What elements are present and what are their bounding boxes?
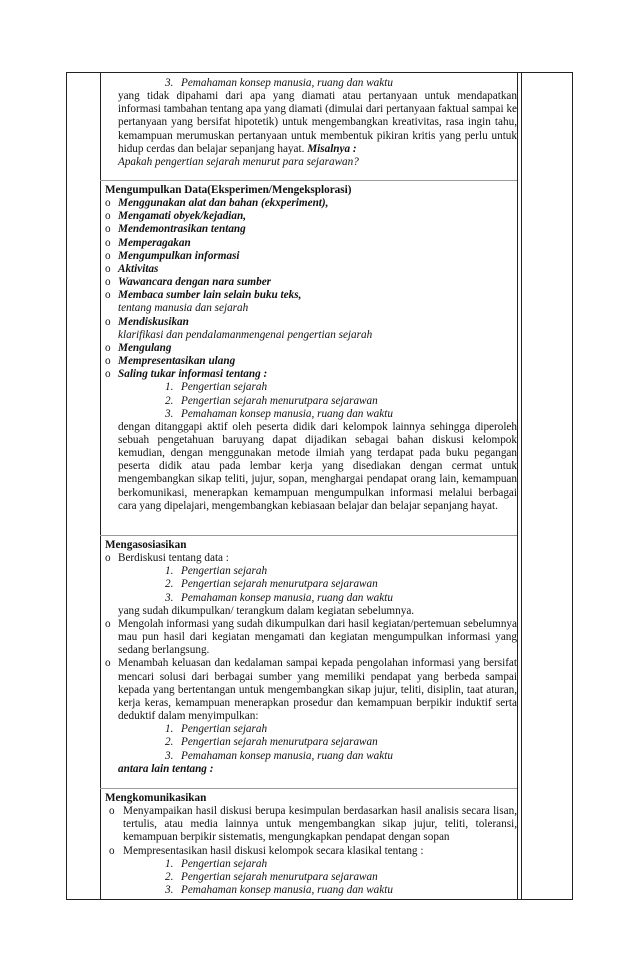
list-item: o Saling tukar informasi tentang :: [105, 368, 268, 381]
list-item: o Mengumpulkan informasi: [105, 249, 240, 262]
table-border-left: [66, 72, 67, 900]
table-border-inner-right2: [521, 72, 522, 900]
list-subline: tentang manusia dan sejarah: [118, 302, 249, 315]
numbered-item: 1. Pengertian sejarah: [165, 565, 268, 578]
section-top: [105, 77, 517, 169]
list-item: o Memperagakan: [105, 236, 191, 249]
list-item: o Mendemontrasikan tentang: [105, 223, 246, 236]
numbered-item: 3. Pemahaman konsep manusia, ruang dan waktu: [165, 749, 393, 762]
list-item: o Berdiskusi tentang data :: [105, 552, 229, 565]
section-closing-line: antara lain tentang :: [118, 762, 214, 775]
row-divider-3: [100, 788, 517, 789]
list-item: o Mendiskusikan: [105, 315, 189, 328]
top-paragraph: yang tidak dipahami dari apa yang diamati atau pertanyaan untuk mendapatkan informasi tambahan tentang apa yang diamati (dimulai dari pertanyaan faktual sampai ke pertanyaan yang bersifat hipotetik) untuk mengembangkan kreativitas, rasa ingin tahu, kemampuan merumuskan pertanyaan untuk membentuk pikiran kritis yang perlu untuk hidup cerdas dan belajar sepanjang hayat. Misalnya :: [118, 90, 517, 155]
list-item: o Wawancara dengan nara sumber: [105, 276, 272, 289]
list-item: o Menyampaikan hasil diskusi berupa kesimpulan berdasarkan hasil analisis secara lisan, tertulis, atau media lainnya untuk mengembangkan sikap jujur, teliti, toleransi, kemampuan berpikir sistematis, mengungkapkan pendapat dengan sopan: [109, 805, 517, 844]
table-border-inner-left: [100, 72, 101, 900]
numbered-item: 2. Pengertian sejarah menurutpara sejarawan: [165, 870, 378, 883]
list-item: o Membaca sumber lain selain buku teks,: [105, 289, 302, 302]
section-heading: Mengasosiasikan: [105, 539, 187, 551]
row-divider-2: [100, 535, 517, 536]
list-item: o Mengolah informasi yang sudah dikumpulkan dari hasil kegiatan/pertemuan sebelumnya mau pun hasil dari kegiatan mengamati dan kegiatan mengumpulkan informasi yang sedang berlangsung.: [105, 617, 517, 657]
numbered-item: 1. Pengertian sejarah: [165, 381, 268, 394]
example-label: Misalnya :: [307, 142, 357, 155]
list-subline: klarifikasi dan pendalamanmengenai pengertian sejarah: [118, 328, 373, 341]
list-item: o Mengamati obyek/kejadian,: [105, 210, 247, 223]
numbered-item: 3. Pemahaman konsep manusia, ruang dan waktu: [165, 591, 393, 604]
numbered-item: 1. Pengertian sejarah: [165, 857, 268, 870]
numbered-item: 2. Pengertian sejarah menurutpara sejarawan: [165, 394, 378, 407]
list-item: o Mempresentasikan ulang: [105, 355, 236, 368]
list-item: o Menambah keluasan dan kedalaman sampai kepada pengolahan informasi yang bersifat mencari solusi dari berbagai sumber yang memiliki pendapat yang berbeda sampai kepada yang bertentangan untuk mengembangkan sikap jujur, teliti, disiplin, taat aturan, kerja keras, kemampuan menerapkan prosedur dan kemampuan berpikir induktif serta deduktif dalam menyimpulkan:: [105, 657, 517, 723]
numbered-item: 2. Pengertian sejarah menurutpara sejarawan: [165, 736, 378, 749]
section-heading: Mengkomunikasikan: [105, 792, 207, 804]
list-item: o Mengulang: [105, 341, 172, 354]
list-item: o Menggunakan alat dan bahan (ekxperiment),: [105, 197, 329, 210]
table-border-inner-right: [517, 72, 518, 900]
list-item: o Aktivitas: [105, 262, 159, 275]
section-mengkomunikasikan: [105, 792, 517, 897]
numbered-item: 2. Pengertian sejarah menurutpara sejarawan: [165, 578, 378, 591]
section-mengasosiasikan: [105, 539, 517, 776]
table-border-top: [66, 72, 573, 73]
example-question: Apakah pengertian sejarah menurut para sejarawan?: [118, 155, 359, 168]
table-border-right: [572, 72, 573, 900]
section-closing-paragraph: dengan ditanggapi aktif oleh peserta didik dari kelompok lainnya sehingga diperoleh sebuah pengetahuan baruyang dapat dijadikan sebagai bahan diskusi kelompok kemudian, dengan menggunakan metode ilmiah yang terdapat pada buku pegangan peserta didik atau pada lembar kerja yang disediakan dengan cermat untuk mengembangkan sikap teliti, jujur, sopan, menghargai pendapat orang lain, kemampuan berkomunikasi, menerapkan kemampuan mengumpulkan informasi melalui berbagai cara yang dipelajari, mengembangkan kebiasaan belajar dan belajar sepanjang hayat.: [118, 420, 517, 512]
row-divider-1: [100, 180, 517, 181]
list-item: o Mempresentasikan hasil diskusi kelompok secara klasikal tentang :: [109, 844, 424, 857]
numbered-item: 3. Pemahaman konsep manusia, ruang dan waktu: [165, 407, 393, 420]
numbered-item: 1. Pengertian sejarah: [165, 723, 268, 736]
section-heading: Mengumpulkan Data(Eksperimen/Mengeksplorasi): [105, 184, 352, 196]
list-subline: yang sudah dikumpulkan/ terangkum dalam kegiatan sebelumnya.: [118, 604, 415, 617]
section-mengumpulkan-data: [105, 184, 517, 513]
numbered-item: 3. Pemahaman konsep manusia, ruang dan waktu: [165, 77, 393, 89]
table-border-bottom: [66, 899, 573, 900]
numbered-item: 3. Pemahaman konsep manusia, ruang dan waktu: [165, 884, 393, 897]
